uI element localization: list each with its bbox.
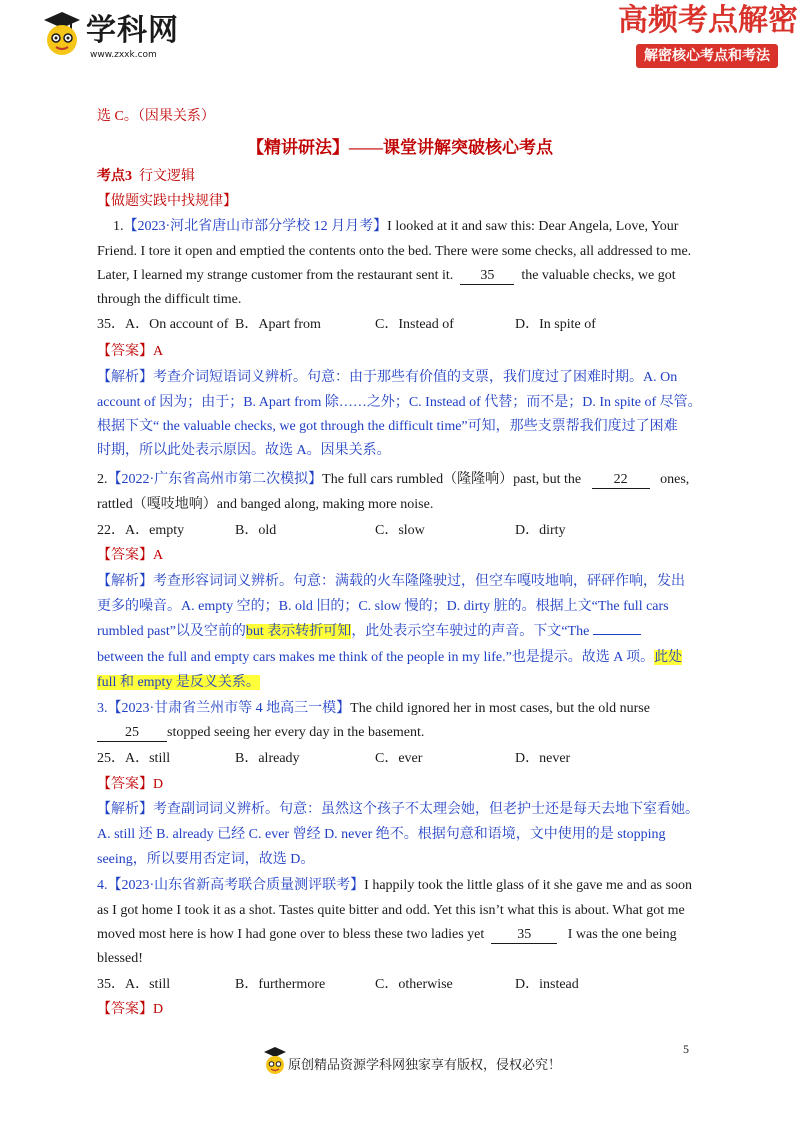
highlight-antonym-1: 此处 <box>654 650 683 665</box>
q4-source: 【2023·山东省新高考联合质量测评联考】 <box>107 878 365 893</box>
logo-url: www.zxxk.com <box>90 50 157 60</box>
q2-blank: 22 <box>592 472 650 489</box>
section-title: 【精讲研法】——课堂讲解突破核心考点 <box>247 138 553 157</box>
q2-option-d: D．dirty <box>515 523 566 538</box>
q2-option-b: B．old <box>235 523 277 538</box>
q2-line-1: 2.【2022·广东省高州市第二次模拟】The full cars rumbled（隆隆响）past, but the 22 ones, <box>97 472 690 487</box>
q3-explanation-1: 【解析】考查副词词义辨析。句意：虽然这个孩子不太理会她，但老护士还是每天去地下室看她。 <box>97 802 699 817</box>
q1-source: 【2023·河北省唐山市部分学校 12 月月考】 <box>123 219 388 234</box>
kaodian-name: 行文逻辑 <box>139 169 195 184</box>
q4-option-a: 35．A．still <box>97 977 171 992</box>
q3-line-1: 3.【2023·甘肃省兰州市等 4 地高三一模】The child ignored her in most cases, but the old nurse <box>97 701 650 716</box>
footer-mascot-icon <box>262 1045 288 1077</box>
q1-option-a: 35．A．On account of <box>97 317 229 332</box>
q4-option-b: B．furthermore <box>235 977 326 992</box>
q1-line-1 <box>113 217 678 237</box>
q4-line-4: blessed! <box>97 951 143 966</box>
q4-options <box>97 975 579 995</box>
q2-number: 2. <box>97 472 108 487</box>
q3-option-a: 25．A．still <box>97 751 171 766</box>
q1-text-1: I looked at it and saw this: Dear Angela, Love, Your <box>387 219 679 234</box>
q3-option-b: B．already <box>235 751 300 766</box>
q3-explanation-3: seeing，所以要用否定词，故选 D。 <box>97 852 315 867</box>
q4-option-c: C．otherwise <box>375 977 453 992</box>
q2-options <box>97 521 566 541</box>
q4-blank: 35 <box>491 927 557 944</box>
q2-answer: 【答案】A <box>97 548 164 563</box>
logo-name: 学科网 <box>86 13 179 48</box>
q3-line-2: 25 stopped seeing her every day in the basement. <box>97 723 424 743</box>
q1-line-2: Friend. I tore it open and emptied the contents onto the bed. There were some checks, all addressed to me. <box>97 244 692 259</box>
q1-explanation-2: account of 因为；由于；B. Apart from 除……之外；C. Instead of 代替；而不是；D. In spite of 尽管。 <box>97 395 702 410</box>
q2-explanation-2: 更多的噪音。A. empty 空的；B. old 旧的；C. slow 慢的；D. dirty 脏的。根据上文“The full cars <box>97 599 669 614</box>
q4-line-2: as I got home I took it as a shot. Tastes quite bitter and odd. Yet this isn’t what this is about. What got me <box>97 903 685 918</box>
practice-label: 【做题实践中找规律】 <box>97 194 237 209</box>
q2-explanation-5 <box>97 673 260 693</box>
q1-explanation-1: 【解析】考查介词短语词义辨析。句意：由于那些有价值的支票，我们度过了困难时期。A. On <box>97 370 678 385</box>
top-note: 选 C。（因果关系） <box>97 109 215 124</box>
q4-option-d: D．instead <box>515 977 579 992</box>
q3-number: 3. <box>97 701 108 716</box>
header-banner <box>612 0 800 72</box>
q2-option-c: C．slow <box>375 523 425 538</box>
q2-line-2: rattled（嘎吱地响）and banged along, making more noise. <box>97 497 434 512</box>
q1-option-c: C．Instead of <box>375 317 454 332</box>
q1-line-3: Later, I learned my strange customer from the restaurant sent it. 35 the valuable checks, we got <box>97 268 676 283</box>
q1-explanation-4: 时期，所以此处表示原因。故选 A。因果关系。 <box>97 443 391 458</box>
q2-source: 【2022·广东省高州市第二次模拟】 <box>107 472 323 487</box>
highlight-transition: but 表示转折可知 <box>245 624 352 639</box>
q3-answer: 【答案】D <box>97 777 164 792</box>
site-logo <box>40 10 200 62</box>
q1-option-b: B．Apart from <box>235 317 321 332</box>
kaodian-heading <box>97 167 195 187</box>
q4-line-3: moved most here is how I had gone over to bless these two ladies yet 35 I was the one being <box>97 927 677 942</box>
kaodian-label: 考点 <box>97 169 125 184</box>
q2-explanation-1: 【解析】考查形容词词义辨析。句意：满载的火车隆隆驶过，但空车嘎吱地响，砰砰作响，发出 <box>97 574 685 589</box>
q4-answer: 【答案】D <box>97 1002 164 1017</box>
footer <box>262 1045 602 1079</box>
highlight-antonym-2: full 和 empty 是反义关系。 <box>97 675 260 690</box>
q2-explanation-4: between the full and empty cars makes me think of the people in my life.”也是提示。故选 A 项。此处 <box>97 650 683 665</box>
q2-explanation-3: rumbled past”以及空前的but 表示转折可知，此处表示空车驶过的声音。下文“The <box>97 622 641 642</box>
q1-line-4: through the difficult time. <box>97 292 242 307</box>
q1-explanation-3: 根据下文“ the valuable checks, we got through the difficult time”可知，那些支票帮我们度过了困难 <box>97 419 678 434</box>
q2-option-a: 22．A．empty <box>97 523 185 538</box>
q1-option-d: D．In spite of <box>515 317 596 332</box>
q2-explanation-blank <box>593 634 641 635</box>
q3-options <box>97 749 570 769</box>
q3-explanation-2: A. still 还 B. already 已经 C. ever 曾经 D. never 绝不。根据句意和语境，文中使用的是 stopping <box>97 827 666 842</box>
q1-options <box>97 315 596 335</box>
q4-line-1: 4.【2023·山东省新高考联合质量测评联考】I happily took the little glass of it she gave me and as soon <box>97 878 692 893</box>
q3-option-c: C．ever <box>375 751 423 766</box>
kaodian-number: 3 <box>125 169 132 184</box>
footer-copyright: 原创精品资源学科网独家享有版权，侵权必究！ <box>288 1057 562 1072</box>
q1-answer: 【答案】A <box>97 344 164 359</box>
page-number: 5 <box>683 1042 689 1056</box>
q1-number: 1. <box>113 219 124 234</box>
mascot-icon <box>40 10 84 58</box>
banner-title: 高频考点解密 <box>618 3 798 38</box>
banner-subtitle: 解密核心考点和考法 <box>636 44 778 68</box>
q3-blank: 25 <box>97 725 167 742</box>
q3-option-d: D．never <box>515 751 571 766</box>
q3-source: 【2023·甘肃省兰州市等 4 地高三一模】 <box>107 701 351 716</box>
q4-number: 4. <box>97 878 108 893</box>
q1-blank: 35 <box>460 268 514 285</box>
